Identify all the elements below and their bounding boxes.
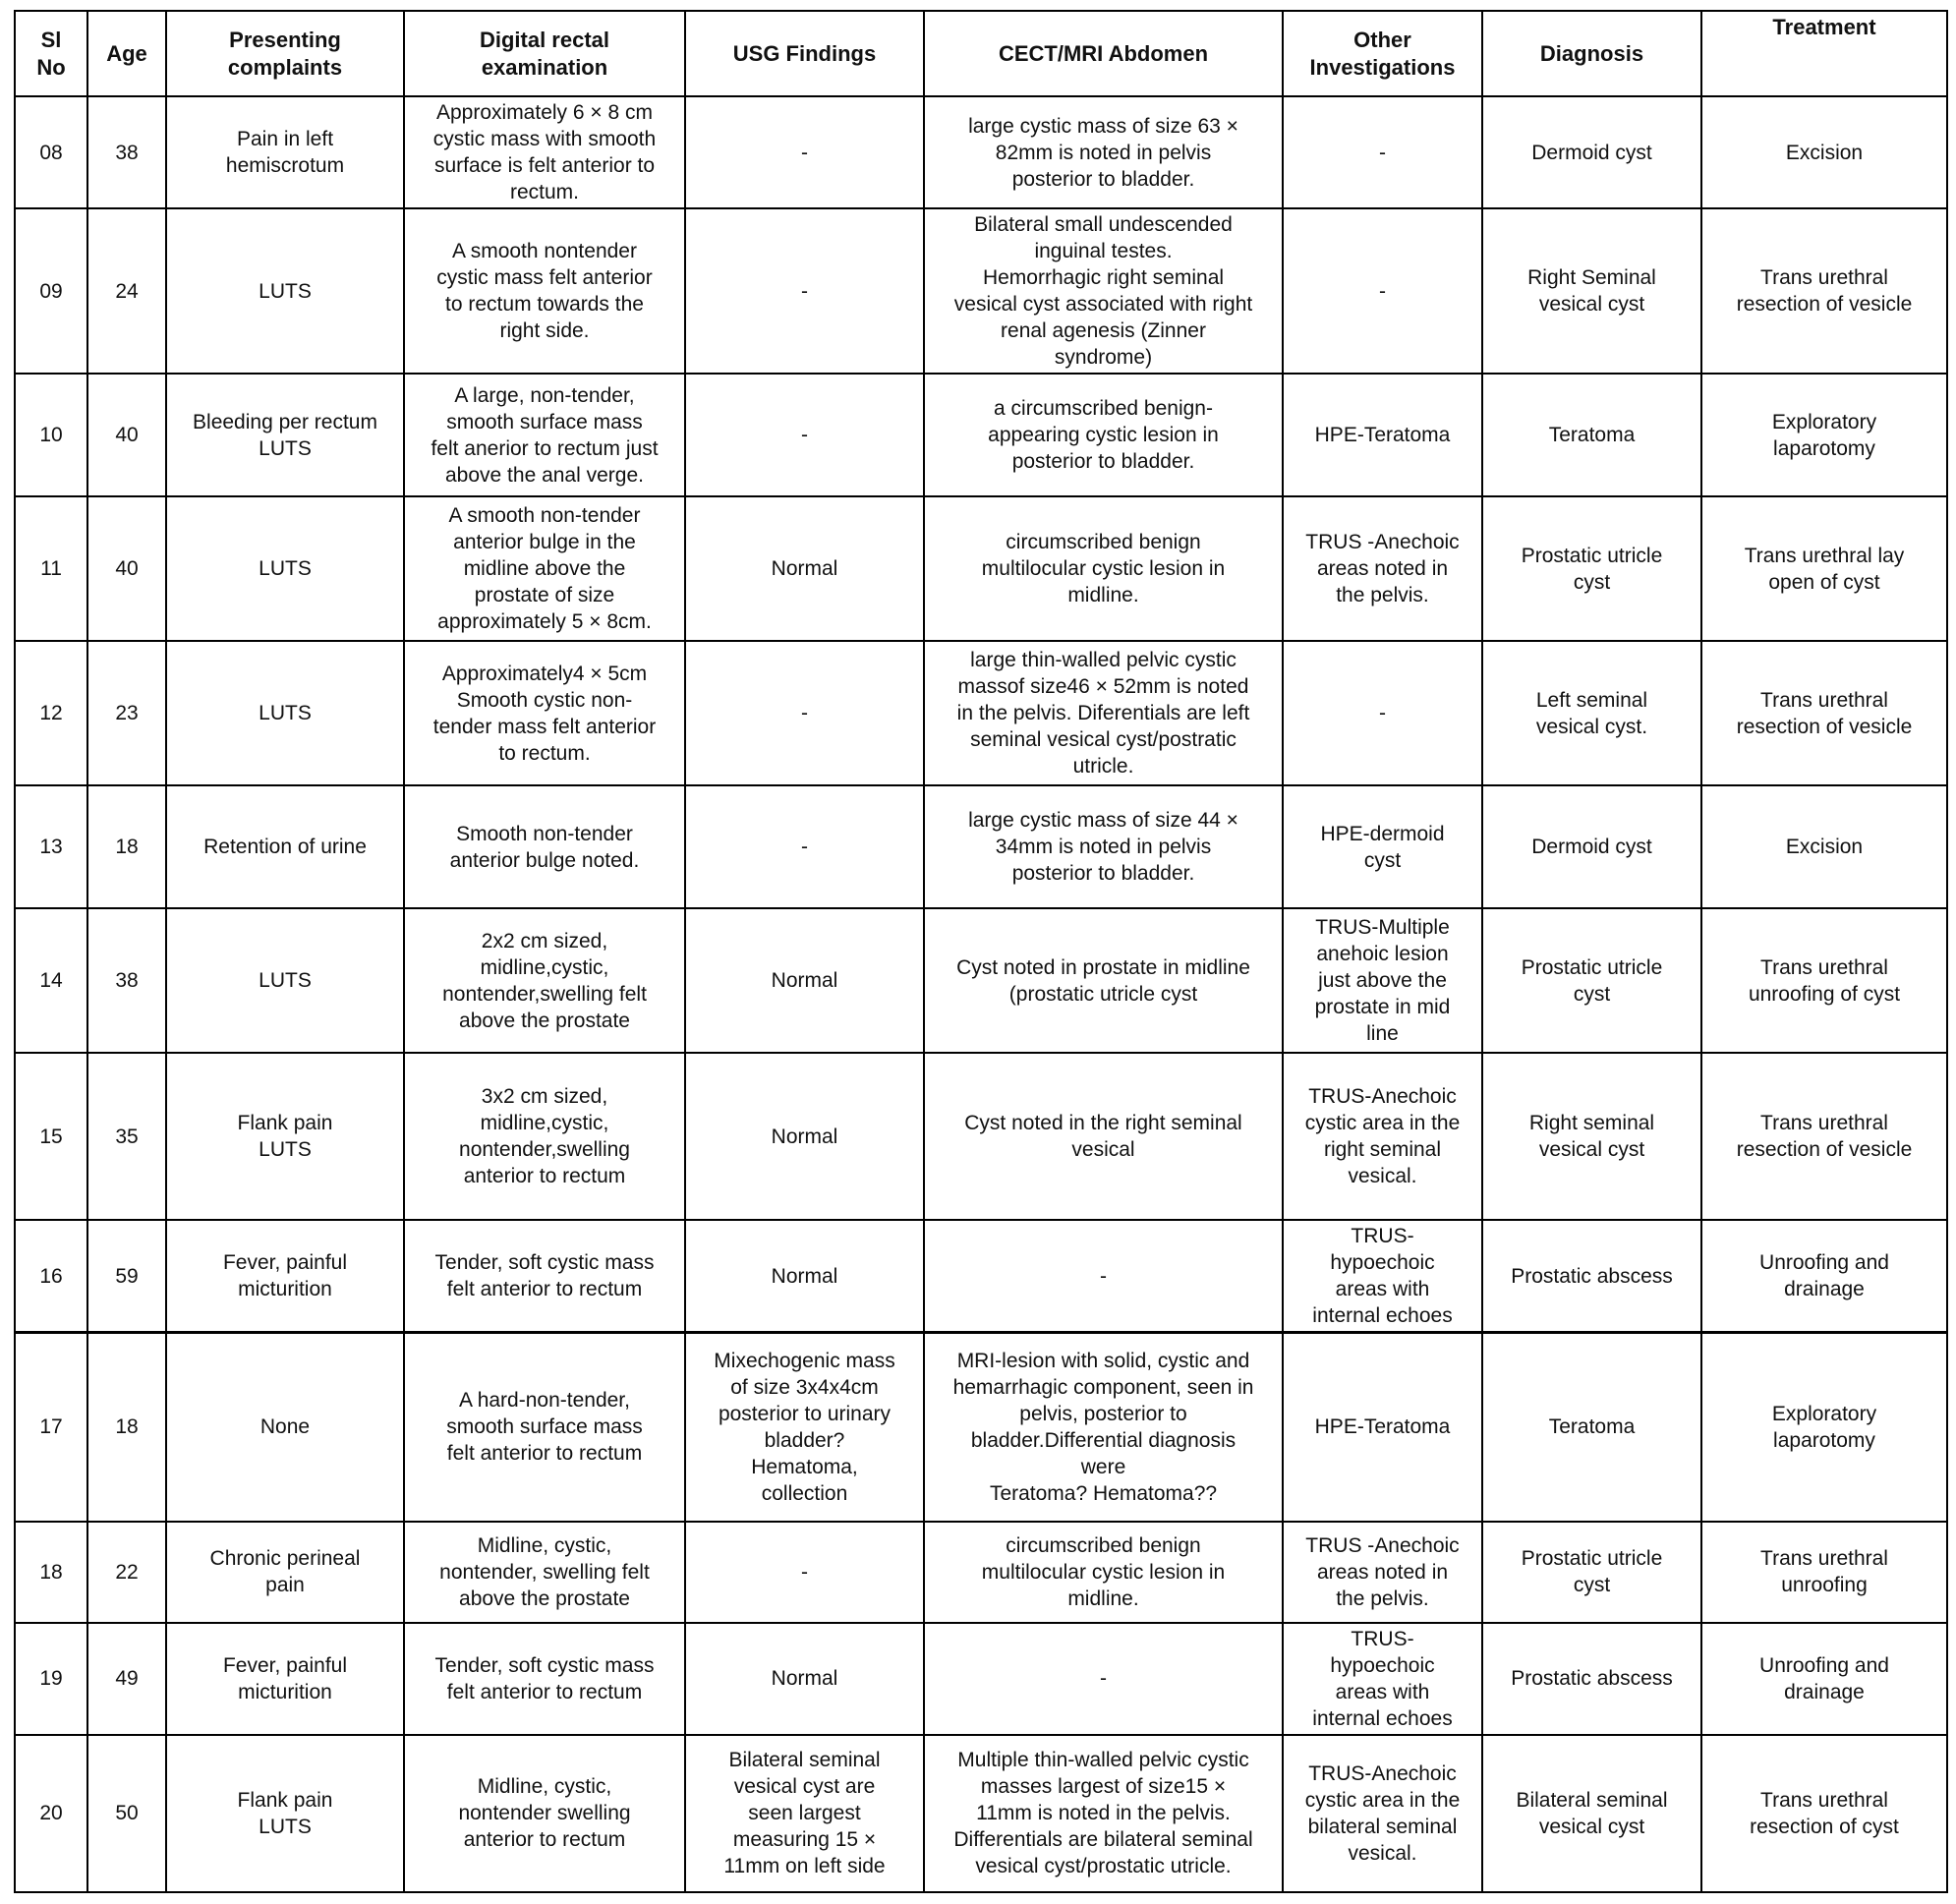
cell-usg-findings: Normal (685, 908, 924, 1053)
cell-treatment: Trans urethral resection of cyst (1701, 1735, 1947, 1892)
cell-cect-mri-abdomen: Bilateral small undescended inguinal testes. Hemorrhagic right seminal vesical cyst associated with right renal agenesis (Zinner syndrome) (924, 208, 1283, 374)
table-row (15, 1220, 1947, 1333)
cell-digital-rectal-examination: Midline, cystic, nontender, swelling felt above the prostate (404, 1522, 685, 1623)
cell-treatment: Trans urethral resection of vesicle (1701, 208, 1947, 374)
cell-other-investigations: HPE-Teratoma (1283, 374, 1482, 496)
cell-age: 24 (87, 208, 166, 374)
cell-cect-mri-abdomen: Cyst noted in prostate in midline (prostatic utricle cyst (924, 908, 1283, 1053)
cell-presenting-complaints: Flank pain LUTS (166, 1735, 404, 1892)
header-presenting-complaints: Presenting complaints (166, 11, 404, 96)
header-other-investigations: Other Investigations (1283, 11, 1482, 96)
cell-cect-mri-abdomen: large cystic mass of size 44 × 34mm is noted in pelvis posterior to bladder. (924, 785, 1283, 908)
cell-usg-findings: - (685, 374, 924, 496)
cell-diagnosis: Teratoma (1482, 1333, 1701, 1522)
cell-sl-no: 14 (15, 908, 87, 1053)
header-diagnosis: Diagnosis (1482, 11, 1701, 96)
cell-digital-rectal-examination: A hard-non-tender, smooth surface mass felt anterior to rectum (404, 1333, 685, 1522)
cell-presenting-complaints: Fever, painful micturition (166, 1623, 404, 1735)
cell-other-investigations: TRUS -Anechoic areas noted in the pelvis. (1283, 496, 1482, 641)
cell-usg-findings: Bilateral seminal vesical cyst are seen largest measuring 15 × 11mm on left side (685, 1735, 924, 1892)
cell-sl-no: 19 (15, 1623, 87, 1735)
cell-diagnosis: Teratoma (1482, 374, 1701, 496)
cell-diagnosis: Right seminal vesical cyst (1482, 1053, 1701, 1220)
cell-treatment: Unroofing and drainage (1701, 1623, 1947, 1735)
cell-treatment: Unroofing and drainage (1701, 1220, 1947, 1333)
cell-cect-mri-abdomen: Multiple thin-walled pelvic cystic masses largest of size15 × 11mm is noted in the pelvis. Differentials are bilateral seminal vesical cyst/prostatic utricle. (924, 1735, 1283, 1892)
cell-other-investigations: - (1283, 641, 1482, 785)
cell-presenting-complaints: LUTS (166, 908, 404, 1053)
cell-other-investigations: - (1283, 96, 1482, 208)
cell-digital-rectal-examination: A smooth nontender cystic mass felt anterior to rectum towards the right side. (404, 208, 685, 374)
cell-sl-no: 18 (15, 1522, 87, 1623)
header-usg-findings: USG Findings (685, 11, 924, 96)
cell-treatment: Trans urethral unroofing of cyst (1701, 908, 1947, 1053)
case-series-table (14, 10, 1948, 1893)
cell-presenting-complaints: Bleeding per rectum LUTS (166, 374, 404, 496)
header-row (15, 11, 1947, 96)
cell-age: 40 (87, 374, 166, 496)
cell-presenting-complaints: LUTS (166, 496, 404, 641)
table-row (15, 208, 1947, 374)
cell-digital-rectal-examination: Smooth non-tender anterior bulge noted. (404, 785, 685, 908)
cell-presenting-complaints: Pain in left hemiscrotum (166, 96, 404, 208)
cell-cect-mri-abdomen: - (924, 1220, 1283, 1333)
cell-sl-no: 11 (15, 496, 87, 641)
cell-diagnosis: Bilateral seminal vesical cyst (1482, 1735, 1701, 1892)
cell-usg-findings: Normal (685, 1623, 924, 1735)
header-digital-rectal-examination: Digital rectal examination (404, 11, 685, 96)
cell-digital-rectal-examination: A smooth non-tender anterior bulge in the midline above the prostate of size approximately 5 × 8cm. (404, 496, 685, 641)
cell-age: 50 (87, 1735, 166, 1892)
table-row (15, 1735, 1947, 1892)
table-row (15, 1333, 1947, 1522)
cell-diagnosis: Prostatic abscess (1482, 1220, 1701, 1333)
cell-usg-findings: - (685, 208, 924, 374)
cell-usg-findings: - (685, 1522, 924, 1623)
cell-other-investigations: TRUS-Anechoic cystic area in the bilateral seminal vesical. (1283, 1735, 1482, 1892)
cell-age: 23 (87, 641, 166, 785)
cell-age: 40 (87, 496, 166, 641)
cell-diagnosis: Dermoid cyst (1482, 785, 1701, 908)
cell-age: 38 (87, 908, 166, 1053)
cell-age: 18 (87, 1333, 166, 1522)
table-row (15, 374, 1947, 496)
cell-presenting-complaints: Fever, painful micturition (166, 1220, 404, 1333)
cell-age: 59 (87, 1220, 166, 1333)
cell-diagnosis: Prostatic utricle cyst (1482, 908, 1701, 1053)
cell-sl-no: 16 (15, 1220, 87, 1333)
cell-age: 49 (87, 1623, 166, 1735)
cell-cect-mri-abdomen: - (924, 1623, 1283, 1735)
cell-diagnosis: Prostatic abscess (1482, 1623, 1701, 1735)
table-row (15, 1522, 1947, 1623)
table-header (15, 11, 1947, 96)
case-table-container (14, 10, 1946, 1893)
cell-treatment: Excision (1701, 96, 1947, 208)
header-age: Age (87, 11, 166, 96)
cell-digital-rectal-examination: A large, non-tender, smooth surface mass felt anerior to rectum just above the anal verge. (404, 374, 685, 496)
cell-other-investigations: TRUS-Multiple anehoic lesion just above the prostate in mid line (1283, 908, 1482, 1053)
cell-cect-mri-abdomen: a circumscribed benign- appearing cystic lesion in posterior to bladder. (924, 374, 1283, 496)
cell-usg-findings: Mixechogenic mass of size 3x4x4cm posterior to urinary bladder? Hematoma, collection (685, 1333, 924, 1522)
cell-digital-rectal-examination: Approximately4 × 5cm Smooth cystic non- tender mass felt anterior to rectum. (404, 641, 685, 785)
cell-other-investigations: HPE-Teratoma (1283, 1333, 1482, 1522)
cell-diagnosis: Prostatic utricle cyst (1482, 1522, 1701, 1623)
cell-sl-no: 10 (15, 374, 87, 496)
cell-presenting-complaints: None (166, 1333, 404, 1522)
cell-usg-findings: - (685, 641, 924, 785)
cell-usg-findings: Normal (685, 1053, 924, 1220)
header-cect-mri-abdomen: CECT/MRI Abdomen (924, 11, 1283, 96)
cell-presenting-complaints: LUTS (166, 208, 404, 374)
cell-usg-findings: - (685, 96, 924, 208)
table-row (15, 908, 1947, 1053)
header-sl-no: Sl No (15, 11, 87, 96)
cell-other-investigations: - (1283, 208, 1482, 374)
cell-other-investigations: TRUS-Anechoic cystic area in the right seminal vesical. (1283, 1053, 1482, 1220)
cell-diagnosis: Left seminal vesical cyst. (1482, 641, 1701, 785)
cell-cect-mri-abdomen: circumscribed benign multilocular cystic lesion in midline. (924, 496, 1283, 641)
cell-digital-rectal-examination: 3x2 cm sized, midline,cystic, nontender,swelling anterior to rectum (404, 1053, 685, 1220)
cell-digital-rectal-examination: Midline, cystic, nontender swelling anterior to rectum (404, 1735, 685, 1892)
table-row (15, 1623, 1947, 1735)
cell-cect-mri-abdomen: large thin-walled pelvic cystic massof size46 × 52mm is noted in the pelvis. Diferentials are left seminal vesical cyst/postratic utricle. (924, 641, 1283, 785)
cell-digital-rectal-examination: Approximately 6 × 8 cm cystic mass with smooth surface is felt anterior to rectum. (404, 96, 685, 208)
cell-diagnosis: Prostatic utricle cyst (1482, 496, 1701, 641)
cell-cect-mri-abdomen: MRI-lesion with solid, cystic and hemarrhagic component, seen in pelvis, posterior to bladder.Differential diagnosis were Teratoma? Hematoma?? (924, 1333, 1283, 1522)
cell-usg-findings: Normal (685, 1220, 924, 1333)
cell-usg-findings: Normal (685, 496, 924, 641)
cell-digital-rectal-examination: Tender, soft cystic mass felt anterior to rectum (404, 1623, 685, 1735)
cell-age: 35 (87, 1053, 166, 1220)
cell-presenting-complaints: Retention of urine (166, 785, 404, 908)
table-row (15, 496, 1947, 641)
cell-diagnosis: Right Seminal vesical cyst (1482, 208, 1701, 374)
cell-presenting-complaints: Flank pain LUTS (166, 1053, 404, 1220)
cell-presenting-complaints: LUTS (166, 641, 404, 785)
cell-treatment: Trans urethral lay open of cyst (1701, 496, 1947, 641)
cell-sl-no: 13 (15, 785, 87, 908)
cell-treatment: Exploratory laparotomy (1701, 1333, 1947, 1522)
cell-treatment: Excision (1701, 785, 1947, 908)
cell-treatment: Trans urethral resection of vesicle (1701, 641, 1947, 785)
cell-diagnosis: Dermoid cyst (1482, 96, 1701, 208)
table-row (15, 641, 1947, 785)
cell-cect-mri-abdomen: Cyst noted in the right seminal vesical (924, 1053, 1283, 1220)
cell-presenting-complaints: Chronic perineal pain (166, 1522, 404, 1623)
cell-sl-no: 09 (15, 208, 87, 374)
cell-cect-mri-abdomen: circumscribed benign multilocular cystic lesion in midline. (924, 1522, 1283, 1623)
table-row (15, 1053, 1947, 1220)
cell-cect-mri-abdomen: large cystic mass of size 63 × 82mm is noted in pelvis posterior to bladder. (924, 96, 1283, 208)
table-body (15, 96, 1947, 1892)
cell-age: 38 (87, 96, 166, 208)
cell-sl-no: 15 (15, 1053, 87, 1220)
cell-sl-no: 17 (15, 1333, 87, 1522)
cell-age: 18 (87, 785, 166, 908)
table-row (15, 785, 1947, 908)
cell-other-investigations: TRUS- hypoechoic areas with internal echoes (1283, 1623, 1482, 1735)
table-row (15, 96, 1947, 208)
cell-usg-findings: - (685, 785, 924, 908)
cell-treatment: Trans urethral resection of vesicle (1701, 1053, 1947, 1220)
cell-treatment: Exploratory laparotomy (1701, 374, 1947, 496)
cell-sl-no: 08 (15, 96, 87, 208)
cell-digital-rectal-examination: 2x2 cm sized, midline,cystic, nontender,swelling felt above the prostate (404, 908, 685, 1053)
cell-other-investigations: HPE-dermoid cyst (1283, 785, 1482, 908)
header-treatment: Treatment (1701, 11, 1947, 96)
cell-other-investigations: TRUS- hypoechoic areas with internal echoes (1283, 1220, 1482, 1333)
cell-other-investigations: TRUS -Anechoic areas noted in the pelvis. (1283, 1522, 1482, 1623)
cell-sl-no: 12 (15, 641, 87, 785)
cell-age: 22 (87, 1522, 166, 1623)
cell-sl-no: 20 (15, 1735, 87, 1892)
cell-treatment: Trans urethral unroofing (1701, 1522, 1947, 1623)
cell-digital-rectal-examination: Tender, soft cystic mass felt anterior to rectum (404, 1220, 685, 1333)
